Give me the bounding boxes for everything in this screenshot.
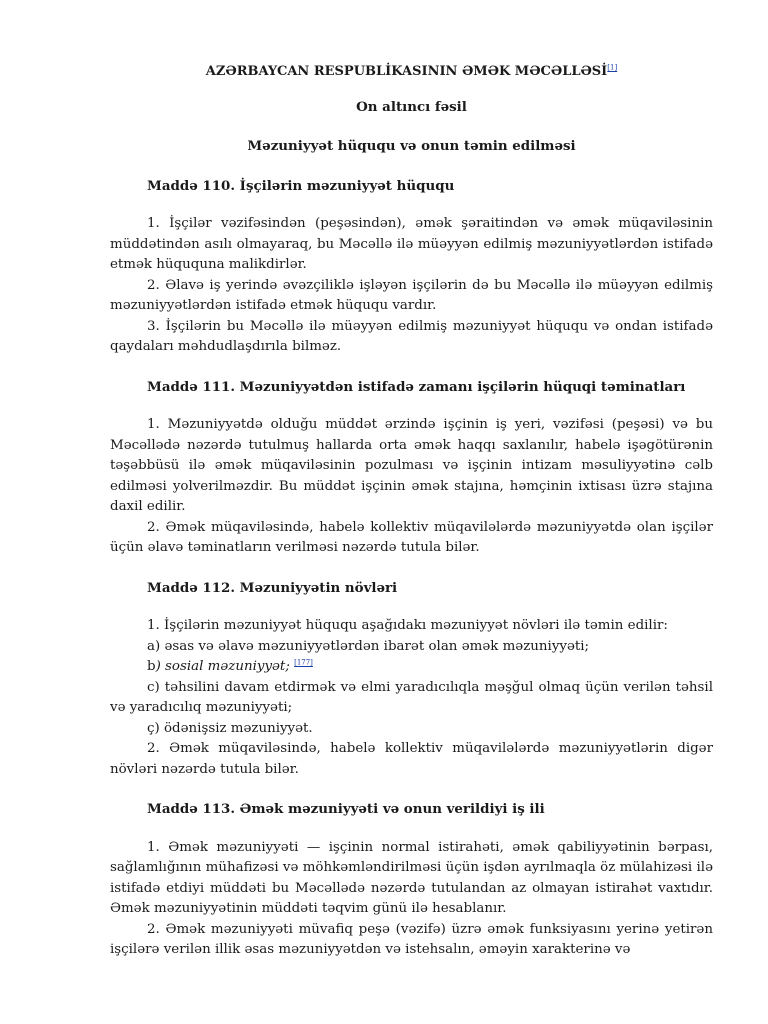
article-111-paragraph-2: 2. Əmək müqaviləsində, habelə kollektiv müqavilələrdə məzuniyyətdə olan işçilər üçün əlavə təminatların verilməsi nəzərdə tutula bilər. bbox=[110, 519, 713, 555]
item-b-prefix: b bbox=[147, 659, 156, 674]
article-113-heading: Maddə 113. Əmək məzuniyyəti və onun verildiyi iş ili bbox=[147, 801, 545, 817]
article-111-paragraph-1: 1. Məzuniyyətdə olduğu müddət ərzində işçinin iş yeri, vəzifəsi (peşəsi) və bu Məcəllədə nəzərdə tutulmuş hallarda orta əmək haqqı saxlanılır, habelə işəgötürənin təşəbbüsü ilə əmək müqaviləsinin pozulması və işçinin intizam məsuliyyətinə cəlb edilməsi yolverilməzdir. Bu müddət işçinin əmək stajına, həmçinin ixtisası üzrə stajına daxil edilir. bbox=[110, 417, 713, 514]
article-110-heading: Maddə 110. İşçilərin məzuniyyət hüququ bbox=[147, 177, 455, 194]
article-112-item-d: ç) ödənişsiz məzuniyyət. bbox=[147, 720, 313, 736]
article-112-heading: Maddə 112. Məzuniyyətin növləri bbox=[147, 579, 398, 596]
article-110-paragraph-2: 2. Əlavə iş yerində əvəzçiliklə işləyən işçilərin də bu Məcəllə ilə müəyyən edilmiş məzuniyyətlərdən istifadə etmək hüququ vardır. bbox=[110, 277, 713, 313]
chapter-heading: On altıncı fəsil bbox=[356, 98, 467, 115]
article-111-heading: Maddə 111. Məzuniyyətdən istifadə zamanı işçilərin hüquqi təminatları bbox=[147, 378, 686, 395]
article-112-paragraph-2: 2. Əmək müqaviləsində, habelə kollektiv müqavilələrdə məzuniyyətlərin digər növləri nəzərdə tutula bilər. bbox=[110, 741, 713, 777]
article-110-paragraph-1: 1. İşçilər vəzifəsindən (peşəsindən), əmək şəraitindən və əmək müqaviləsinin müddətindən asılı olmayaraq, bu Məcəllə ilə müəyyən edilmiş məzuniyyətlərdən istifadə etmək hüququna malikdirlər. bbox=[110, 216, 713, 272]
document-title bbox=[110, 62, 713, 83]
article-112-item-c: c) təhsilini davam etdirmək və elmi yaradıcılıqla məşğul olmaq üçün verilən təhsil və yaradıcılıq məzuniyyəti; bbox=[110, 679, 713, 715]
title-footnote-link[interactable]: [1] bbox=[607, 63, 618, 72]
item-b-italic-text: ) sosial məzuniyyət; bbox=[155, 659, 290, 674]
article-110-paragraph-3: 3. İşçilərin bu Məcəllə ilə müəyyən edilmiş məzuniyyət hüququ və ondan istifadə qaydaları məhdudlaşdırıla bilməz. bbox=[110, 318, 713, 354]
article-113-paragraph-1: 1. Əmək məzuniyyəti — işçinin normal istirahəti, əmək qabiliyyətinin bərpası, sağlamlığının mühafizəsi və möhkəmləndirilməsi üçün işdən ayrılmaqla öz mülahizəsi ilə istifadə etdiyi müddəti bu Məcəllədə nəzərdə tutulandan az olmayan istirahət vaxtıdır. Əmək məzuniyyətinin müddəti təqvim günü ilə hesablanır. bbox=[110, 839, 713, 916]
section-heading: Məzuniyyət hüququ və onun təmin edilməsi bbox=[247, 138, 576, 154]
title-text: AZƏRBAYCAN RESPUBLİKASININ ƏMƏK MƏCƏLLƏSİ bbox=[205, 64, 608, 79]
article-113-paragraph-2: 2. Əmək məzuniyyəti müvafiq peşə (vəzifə) üzrə əmək funksiyasını yerinə yetirən işçilərə verilən illik əsas məzuniyyətdən və istehsalın, əməyin xarakterinə və bbox=[110, 921, 713, 957]
item-b-footnote-link[interactable]: [177] bbox=[294, 658, 313, 667]
article-112-paragraph-1: 1. İşçilərin məzuniyyət hüququ aşağıdakı məzuniyyət növləri ilə təmin edilir: bbox=[147, 618, 668, 633]
article-112-item-a: a) əsas və əlavə məzuniyyətlərdən ibarət olan əmək məzuniyyəti; bbox=[147, 638, 590, 654]
document-page bbox=[110, 62, 713, 961]
article-112-item-b bbox=[110, 657, 713, 678]
